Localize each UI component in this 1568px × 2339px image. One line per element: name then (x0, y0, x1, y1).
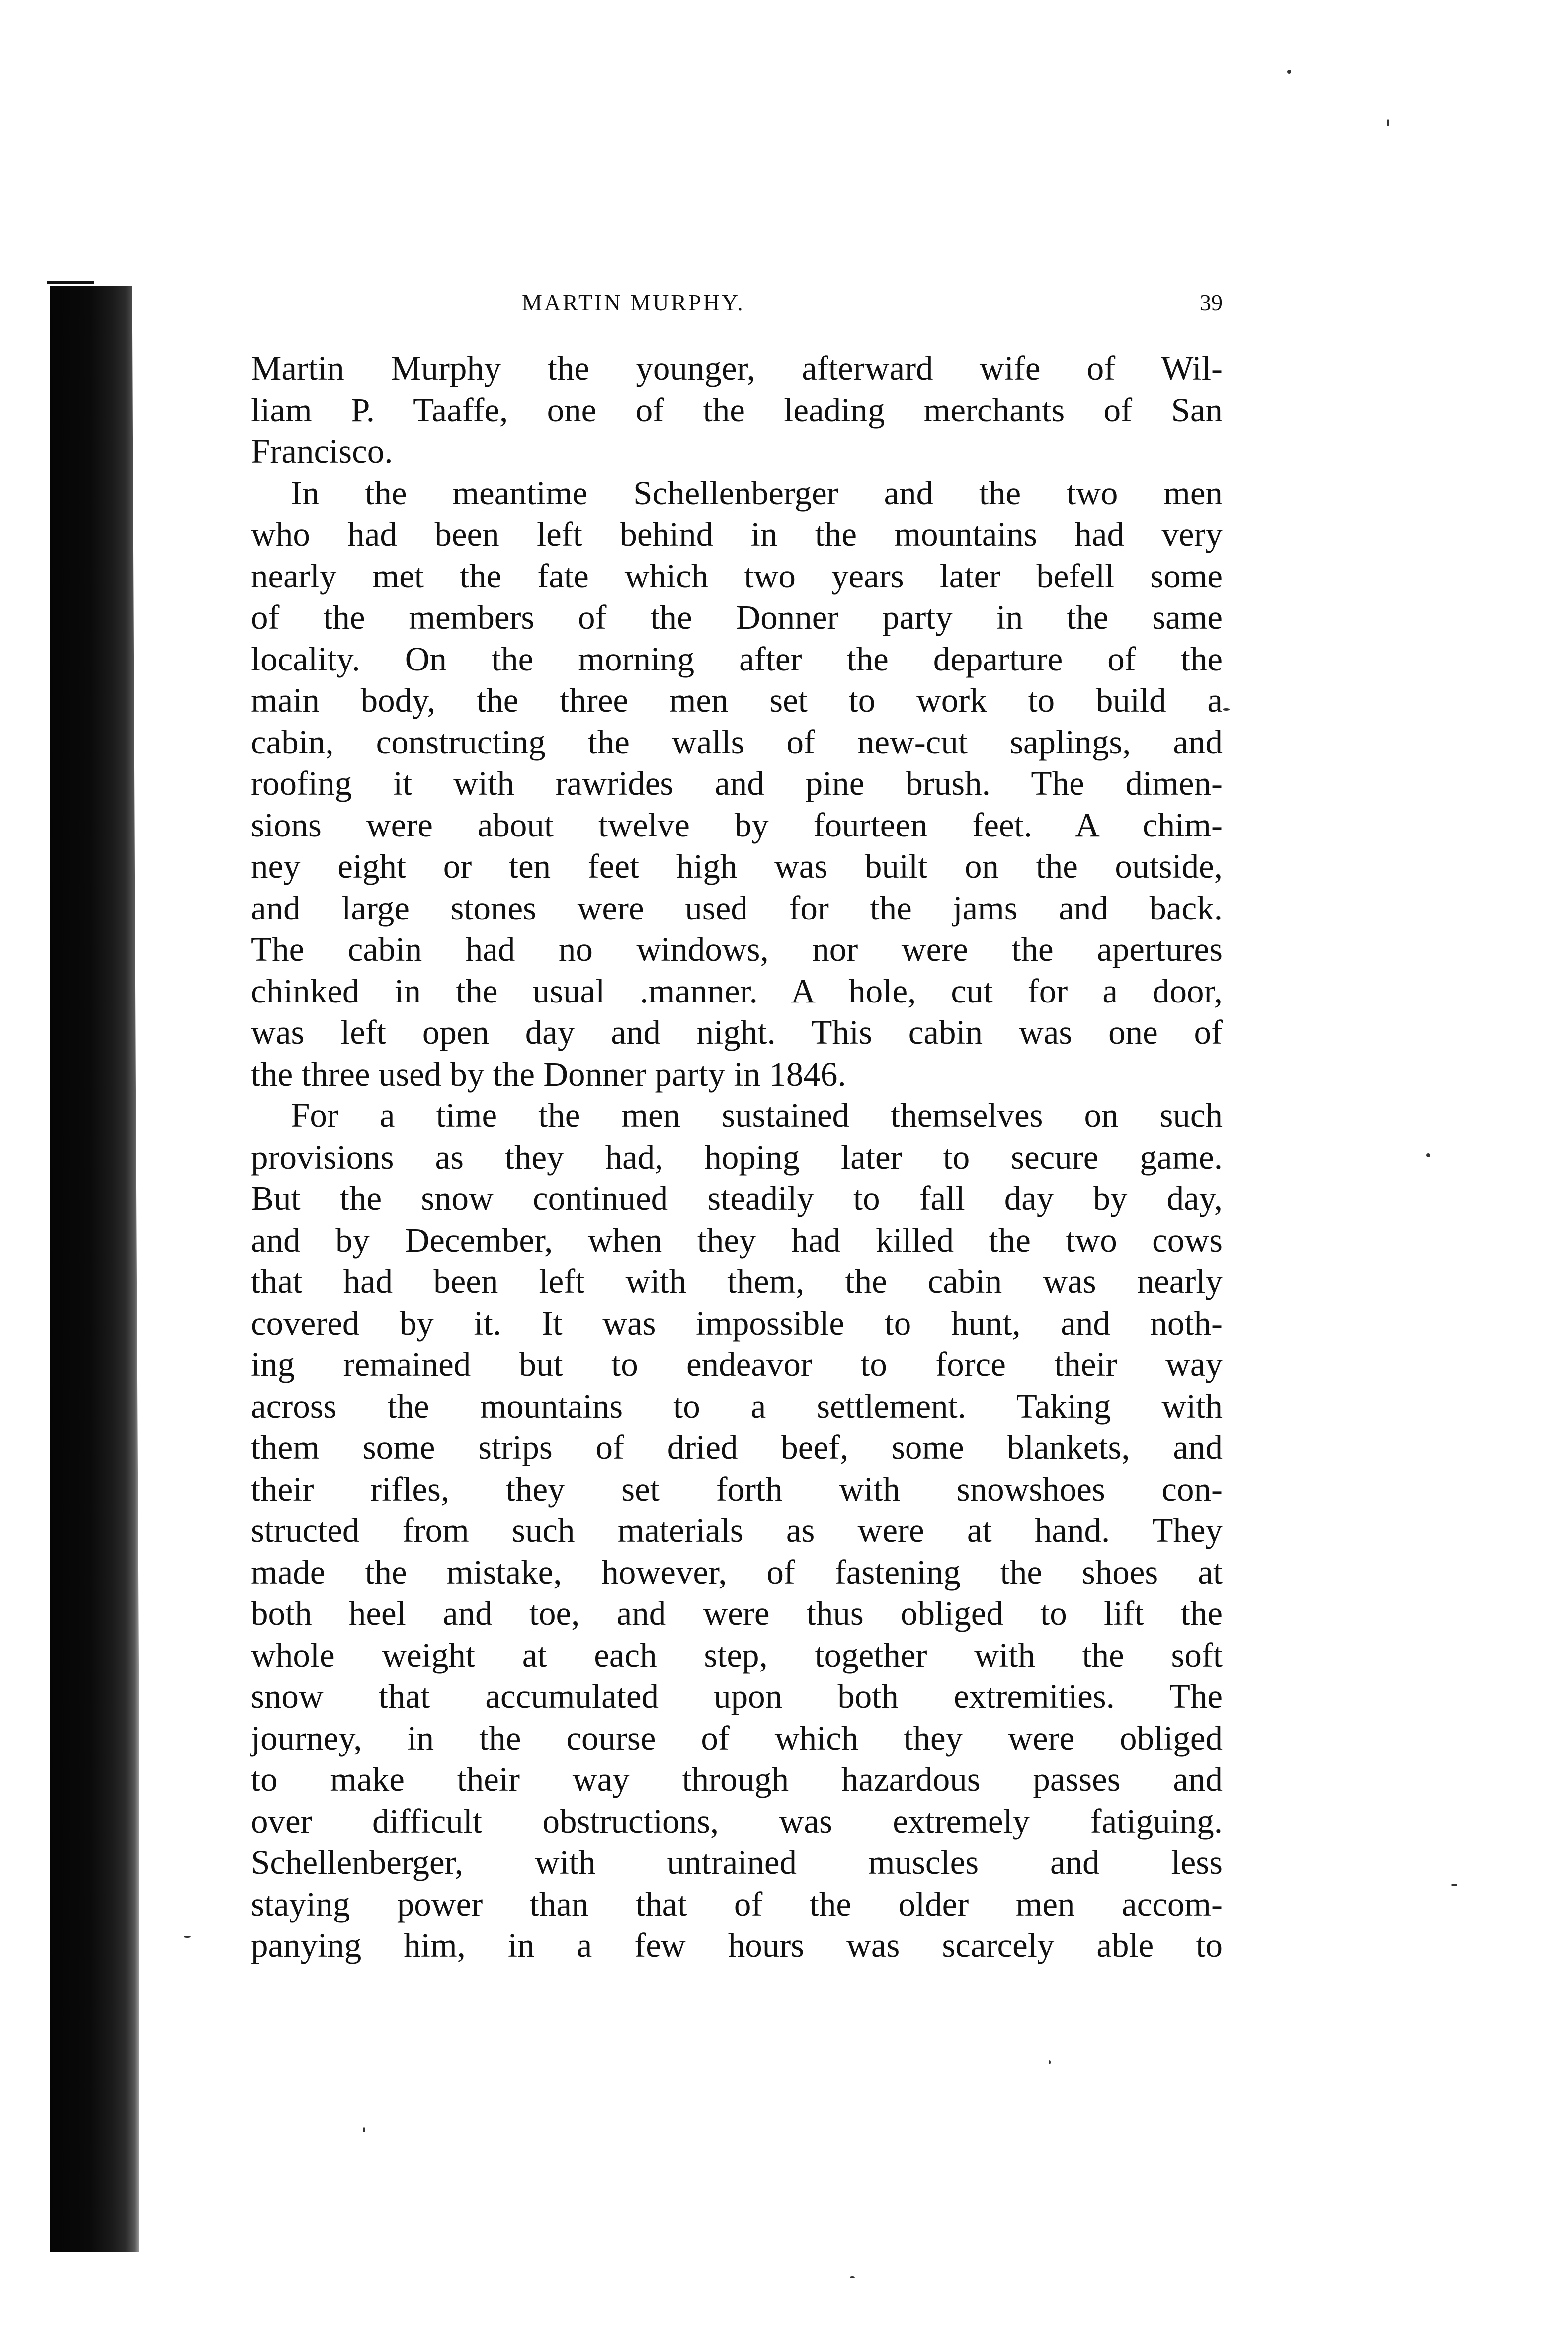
text-line: covered by it. It was impossible to hunt, and noth- (251, 1304, 1223, 1342)
page-number: 39 (1200, 290, 1223, 315)
body-text (251, 348, 1223, 1967)
text-line: both heel and toe, and were thus obliged to lift the (251, 1594, 1223, 1632)
binding-edge-shadow (50, 286, 139, 2252)
scan-speck (1426, 1153, 1430, 1157)
text-line: whole weight at each step, together with the soft (251, 1636, 1223, 1674)
text-line: staying power than that of the older men accom- (251, 1885, 1223, 1923)
text-line: that had been left with them, the cabin was nearly (251, 1262, 1223, 1300)
running-title: MARTIN MURPHY. (522, 290, 745, 315)
scan-speck (1049, 2060, 1051, 2064)
running-head (253, 289, 1223, 329)
text-line: snow that accumulated upon both extremities. The (251, 1677, 1223, 1715)
text-line: chinked in the usual .manner. A hole, cut for a door, (251, 972, 1223, 1010)
text-line: structed from such materials as were at hand. They (251, 1511, 1223, 1549)
text-line: who had been left behind in the mountains had very (251, 515, 1223, 553)
text-line: of the members of the Donner party in the same (251, 598, 1223, 636)
text-line: Francisco. (251, 432, 393, 470)
text-line: journey, in the course of which they were obliged (251, 1719, 1223, 1757)
text-line: over difficult obstructions, was extremely fatiguing. (251, 1802, 1223, 1840)
text-line: sions were about twelve by fourteen feet. A chim- (251, 806, 1223, 844)
text-line: ney eight or ten feet high was built on the outside, (251, 847, 1223, 885)
text-line: nearly met the fate which two years later befell some (251, 557, 1223, 595)
text-line: made the mistake, however, of fastening the shoes at (251, 1553, 1223, 1591)
text-line: In the meantime Schellenberger and the two men (291, 474, 1223, 512)
binding-rule (47, 281, 94, 284)
scan-speck (1287, 70, 1291, 74)
text-line: But the snow continued steadily to fall day by day, (251, 1179, 1223, 1217)
text-line: was left open day and night. This cabin was one of (251, 1013, 1223, 1051)
text-line: provisions as they had, hoping later to secure game. (251, 1138, 1223, 1176)
text-line: their rifles, they set forth with snowshoes con- (251, 1470, 1223, 1508)
text-line: For a time the men sustained themselves on such (291, 1096, 1223, 1134)
scan-speck (1451, 1884, 1457, 1886)
text-line: locality. On the morning after the departure of the (251, 640, 1223, 678)
scan-speck (1387, 119, 1389, 126)
text-line: Martin Murphy the younger, afterward wife of Wil- (251, 349, 1223, 387)
text-line: liam P. Taaffe, one of the leading merchants of San (251, 391, 1223, 429)
scan-speck (850, 2276, 855, 2278)
text-line: roofing it with rawrides and pine brush. The dimen- (251, 764, 1223, 802)
text-line: The cabin had no windows, nor were the apertures (251, 930, 1223, 968)
text-line: and large stones were used for the jams and back. (251, 889, 1223, 927)
text-line: them some strips of dried beef, some blankets, and (251, 1428, 1223, 1466)
text-line: ing remained but to endeavor to force their way (251, 1345, 1223, 1383)
text-line: Schellenberger, with untrained muscles and less (251, 1843, 1223, 1881)
text-line: panying him, in a few hours was scarcely able to (251, 1926, 1223, 1964)
text-line: to make their way through hazardous passes and (251, 1760, 1223, 1798)
scan-speck (363, 2127, 365, 2132)
text-line: the three used by the Donner party in 1846. (251, 1055, 846, 1093)
text-line: main body, the three men set to work to build a (251, 681, 1223, 719)
scan-speck (184, 1936, 191, 1938)
text-line: across the mountains to a settlement. Taking with (251, 1387, 1223, 1425)
text-line: and by December, when they had killed the two cows (251, 1221, 1223, 1259)
text-line: cabin, constructing the walls of new-cut saplings, and (251, 723, 1223, 761)
scan-speck (1223, 708, 1230, 711)
